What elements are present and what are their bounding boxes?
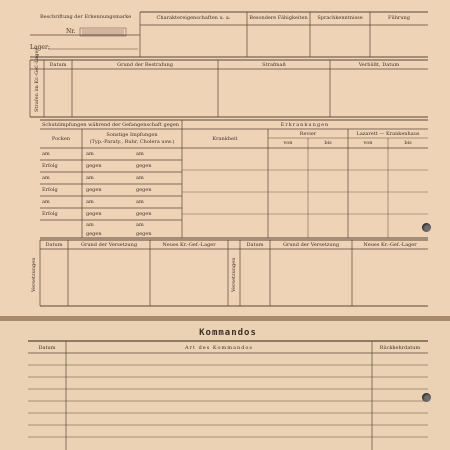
versetzung-lager-header: Neues Kr.-Gef.-Lager <box>162 242 216 248</box>
impf-cell: am <box>86 222 94 228</box>
impf-cell: gegen <box>136 231 152 237</box>
impf-cell: am <box>86 199 94 205</box>
strafmass-header: Strafmaß <box>262 62 286 68</box>
versetzung-lager-header-2: Neues Kr.-Gef.-Lager <box>363 242 417 248</box>
impf-cell: Erfolg <box>42 187 58 193</box>
strafe-grund-header: Grund der Bestrafung <box>117 62 173 68</box>
strafen-side-label: Strafen im Kr.-Gef.-Lager <box>34 48 40 112</box>
impf-cell: am <box>42 199 50 205</box>
pocken-header: Pocken <box>51 136 71 142</box>
punch-hole <box>422 223 431 232</box>
lager-label: Lager: <box>30 44 50 51</box>
charakter-label: Charaktereigenschaften u. a. <box>156 15 231 21</box>
impf-cell: am <box>136 151 144 157</box>
versetzung-grund-header: Grund der Versetzung <box>80 242 138 248</box>
impf-cell: gegen <box>136 211 152 217</box>
erkennungsmarke-label: Beschriftung der Erkennungsmarke <box>40 14 132 20</box>
versetzungen-side-label-left: Versetzungen <box>31 257 37 292</box>
impf-cell: gegen <box>86 187 102 193</box>
revier-bis: bis <box>324 140 332 146</box>
versetzung-datum-header: Datum <box>45 242 63 248</box>
kommando-datum-header: Datum <box>38 345 56 351</box>
verbuesst-header: Verbüßt, Datum <box>358 62 400 68</box>
impf-cell: am <box>42 175 50 181</box>
kommando-art-header: Art des Kommandos <box>185 345 253 351</box>
impf-cell: Erfolg <box>42 163 58 169</box>
impfungen-title: Schutzimpfungen während der Gefangenschaft gegen <box>42 122 180 128</box>
strafe-datum-header: Datum <box>49 62 67 68</box>
lazarett-von: von <box>363 140 373 146</box>
impf-cell: gegen <box>86 211 102 217</box>
faehigkeiten-label: Besondere Fähigkeiten <box>249 15 308 21</box>
impf-cell: am <box>42 151 50 157</box>
lazarett-bis: bis <box>404 140 412 146</box>
impf-cell: gegen <box>136 187 152 193</box>
erkrankungen-title: Erkrankungen <box>280 122 330 128</box>
punch-hole <box>422 393 431 402</box>
revier-von: von <box>283 140 293 146</box>
sonstige-impfungen-sub: (Typ.-Paraty., Ruhr, Cholera usw.) <box>89 139 175 145</box>
impf-cell: am <box>136 175 144 181</box>
nr-label: Nr. <box>66 28 76 35</box>
impf-cell: Erfolg <box>42 211 58 217</box>
versetzungen-side-label-right: Versetzungen <box>231 257 237 292</box>
impf-cell: am <box>136 199 144 205</box>
sonstige-impfungen-header: Sonstige Impfungen <box>106 132 158 138</box>
lazarett-header: Lazarett — Krankenhaus <box>356 131 420 137</box>
impf-cell: am <box>86 151 94 157</box>
versetzung-datum-header-2: Datum <box>246 242 264 248</box>
impf-cell: gegen <box>136 163 152 169</box>
rueckkehr-header: Rückkehrdatum <box>379 345 421 351</box>
revier-header: Revier <box>299 131 317 137</box>
kommandos-title: Kommandos <box>199 328 257 338</box>
krankheit-header: Krankheit <box>212 136 238 142</box>
impf-cell: gegen <box>86 231 102 237</box>
fuehrung-label: Führung <box>388 15 410 21</box>
impf-cell: am <box>86 175 94 181</box>
versetzung-grund-header-2: Grund der Versetzung <box>282 242 340 248</box>
impf-cell: am <box>136 222 144 228</box>
sprachen-label: Sprachkenntnisse <box>317 15 363 21</box>
impf-cell: gegen <box>86 163 102 169</box>
